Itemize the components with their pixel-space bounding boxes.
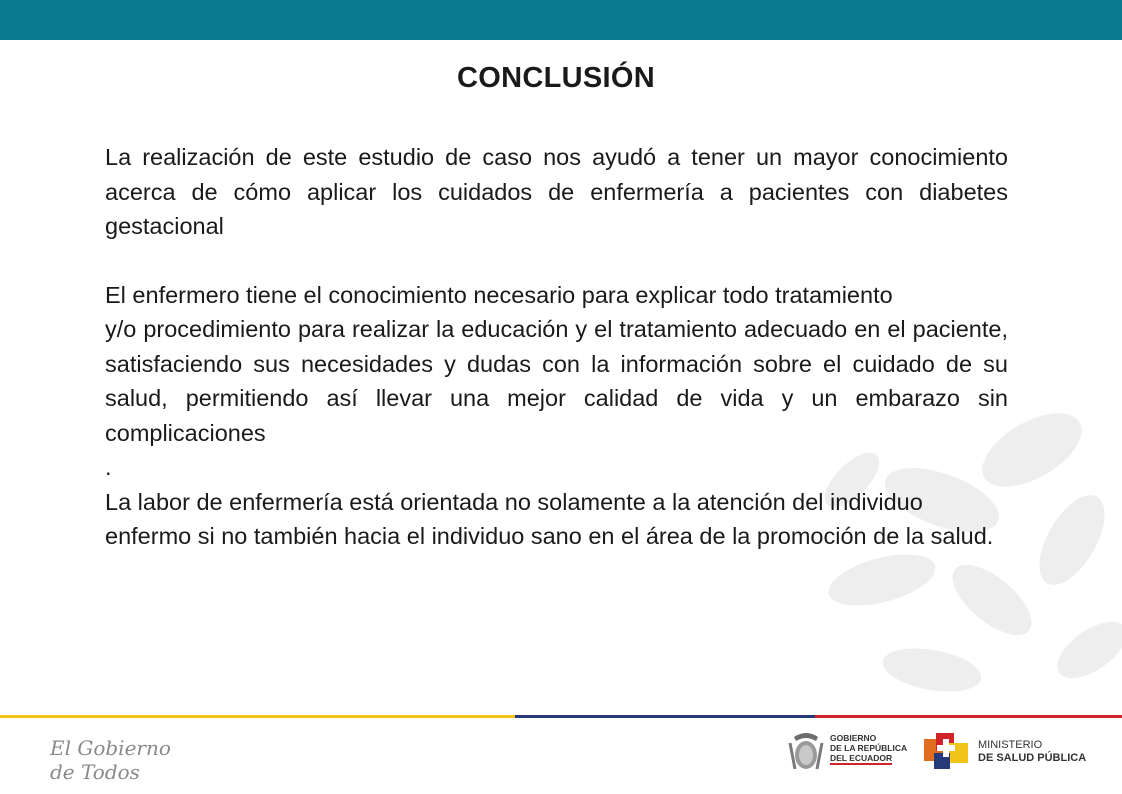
msp-line-1: MINISTERIO [978, 739, 1043, 751]
paragraph-2: El enfermero tiene el conocimiento necesario para explicar todo tratamiento [105, 281, 893, 308]
conclusion-text [105, 140, 1008, 554]
paragraph-4: La labor de enfermería está orientada no solamente a la atención del individuo enfermo si no también hacia el individuo sano en el área de la promoción de la salud. [105, 488, 994, 549]
gov-line-3: DEL ECUADOR [830, 753, 893, 763]
gobierno-ecuador-logo [786, 729, 911, 775]
coat-of-arms-icon [786, 729, 826, 775]
msp-emblem-icon [922, 729, 972, 775]
footer-stripe-red [815, 715, 1122, 718]
gov-line-1: GOBIERNO [830, 733, 877, 743]
footer-stripe-blue [515, 715, 815, 718]
page-title: CONCLUSIÓN [457, 62, 655, 94]
slogan-line-1: El Gobierno [50, 736, 171, 760]
paragraph-dot: . [105, 454, 112, 480]
slogan-line-2: de Todos [50, 760, 140, 784]
msp-line-2: DE SALUD PÚBLICA [978, 752, 1087, 764]
paragraph-1: La realización de este estudio de caso nos ayudó a tener un mayor conocimiento acerca de cómo aplicar los cuidados de enfermería a pacientes con diabetes gestacional [105, 144, 1008, 239]
msp-logo [922, 729, 1092, 775]
gov-line-2: DE LA REPÚBLICA [830, 743, 908, 753]
top-banner [0, 0, 1122, 40]
footer-stripe-yellow [0, 715, 515, 718]
paragraph-3: y/o procedimiento para realizar la educación y el tratamiento adecuado en el paciente, satisfaciendo sus necesidades y dudas con la información sobre el cuidado de su salud, permitiendo así llevar una mejor calidad de vida y un embarazo sin complicaciones [105, 316, 1008, 446]
el-gobierno-de-todos-logo [45, 735, 185, 785]
